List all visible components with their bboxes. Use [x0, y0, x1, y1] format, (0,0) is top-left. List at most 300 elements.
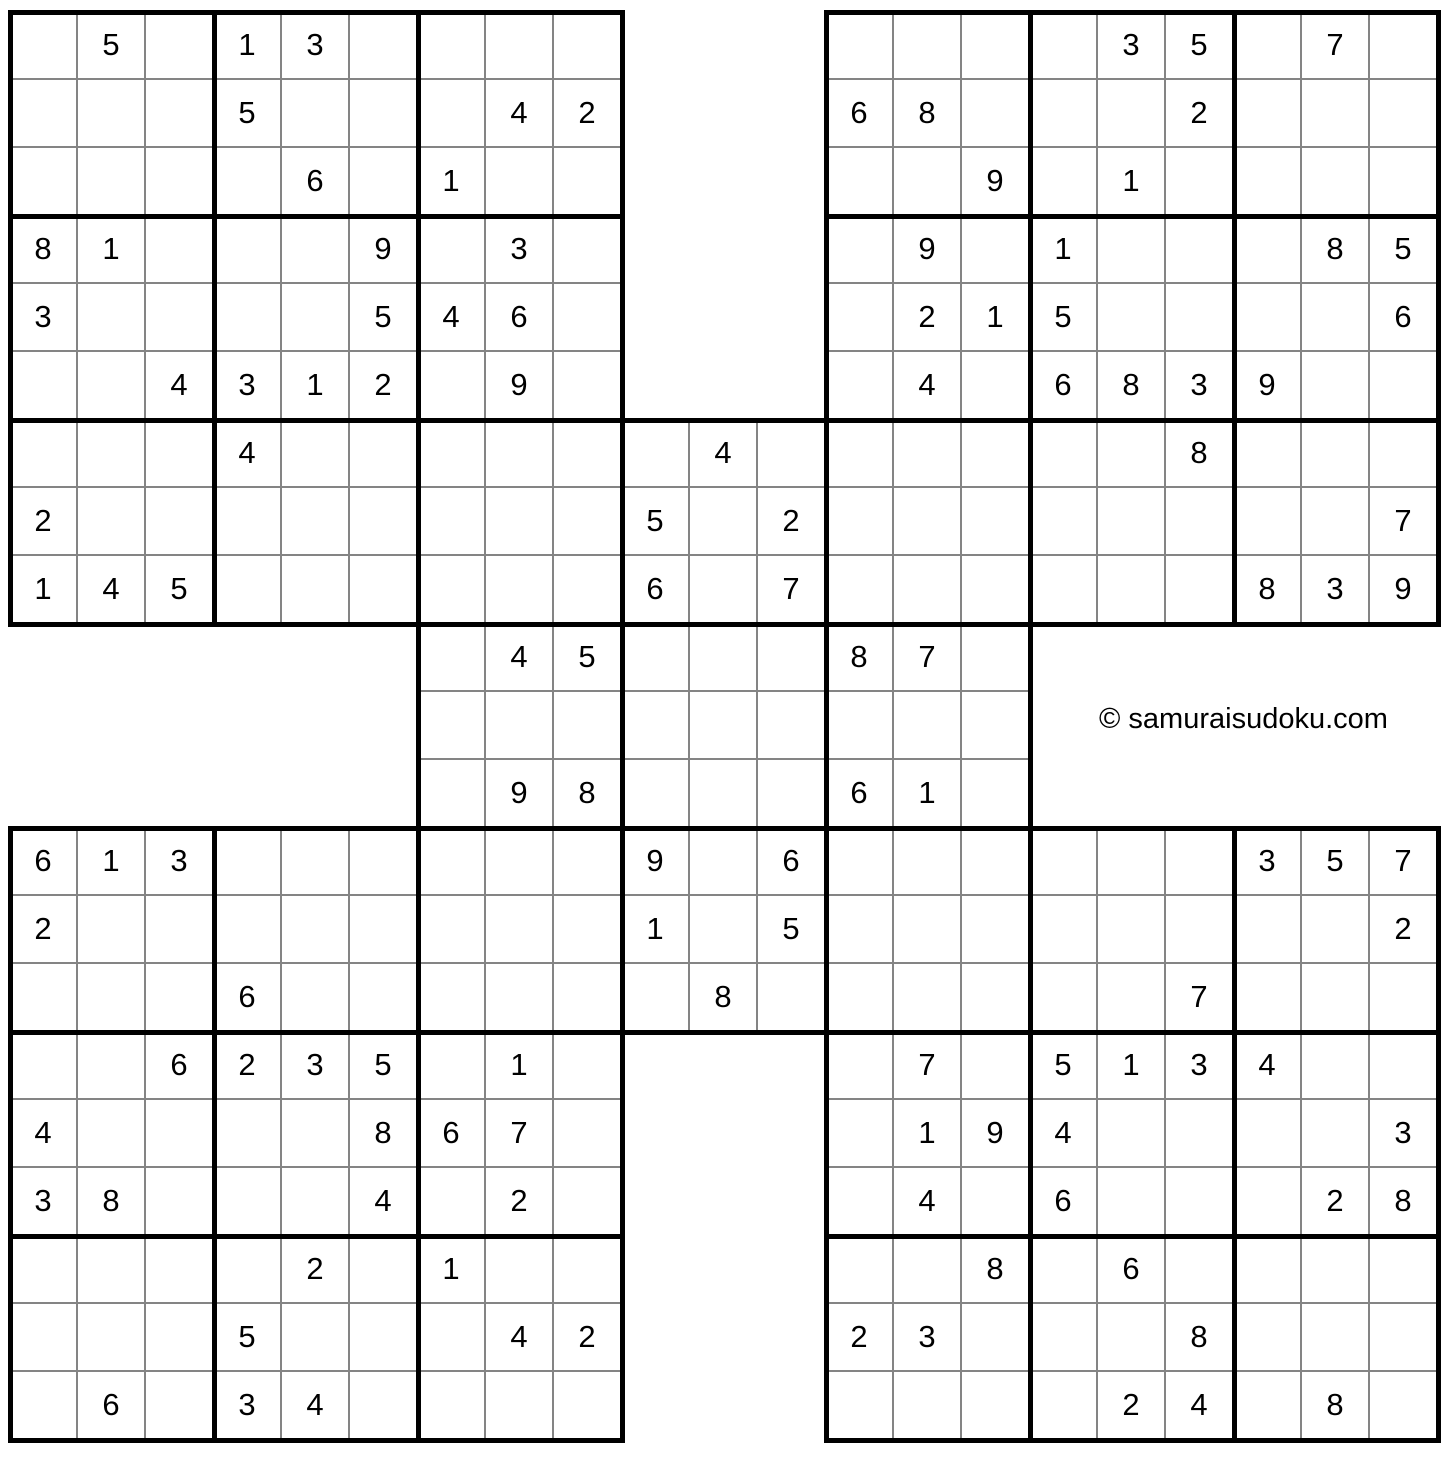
cell-top-left-r1c2[interactable]: 5 [78, 12, 146, 80]
cell-center-r3c4[interactable]: 6 [622, 556, 690, 624]
cell-bottom-left-r1c9[interactable] [554, 828, 622, 896]
cell-bottom-left-r3c7[interactable] [418, 964, 486, 1032]
cell-top-right-r1c4[interactable] [1030, 12, 1098, 80]
cell-bottom-right-r3c8[interactable] [1302, 964, 1370, 1032]
cell-bottom-right-r3c2[interactable] [894, 964, 962, 1032]
cell-bottom-left-r4c3[interactable]: 6 [146, 1032, 214, 1100]
cell-top-left-r4c6[interactable]: 9 [350, 216, 418, 284]
cell-top-right-r7c7[interactable] [1234, 420, 1302, 488]
cell-top-right-r3c6[interactable] [1166, 148, 1234, 216]
cell-top-right-r5c3[interactable]: 1 [962, 284, 1030, 352]
cell-bottom-right-r9c7[interactable] [1234, 1372, 1302, 1440]
cell-center-r5c7[interactable] [826, 692, 894, 760]
cell-top-left-r6c5[interactable]: 1 [282, 352, 350, 420]
cell-center-r5c5[interactable] [690, 692, 758, 760]
cell-bottom-left-r9c4[interactable]: 3 [214, 1372, 282, 1440]
cell-center-r1c6[interactable] [758, 420, 826, 488]
cell-center-r6c5[interactable] [690, 760, 758, 828]
cell-bottom-right-r1c9[interactable]: 7 [1370, 828, 1438, 896]
cell-bottom-left-r4c5[interactable]: 3 [282, 1032, 350, 1100]
cell-top-left-r2c6[interactable] [350, 80, 418, 148]
cell-bottom-left-r5c8[interactable]: 7 [486, 1100, 554, 1168]
cell-top-left-r9c8[interactable] [486, 556, 554, 624]
cell-top-right-r7c5[interactable] [1098, 420, 1166, 488]
cell-bottom-left-r5c3[interactable] [146, 1100, 214, 1168]
cell-bottom-left-r2c5[interactable] [282, 896, 350, 964]
cell-bottom-right-r9c3[interactable] [962, 1372, 1030, 1440]
cell-top-right-r9c4[interactable] [1030, 556, 1098, 624]
cell-top-left-r3c1[interactable] [10, 148, 78, 216]
cell-top-right-r8c7[interactable] [1234, 488, 1302, 556]
cell-top-left-r1c1[interactable] [10, 12, 78, 80]
cell-bottom-left-r5c9[interactable] [554, 1100, 622, 1168]
cell-center-r3c6[interactable]: 7 [758, 556, 826, 624]
cell-bottom-left-r1c4[interactable] [214, 828, 282, 896]
cell-center-r6c9[interactable] [962, 760, 1030, 828]
cell-bottom-left-r9c9[interactable] [554, 1372, 622, 1440]
cell-bottom-left-r5c6[interactable]: 8 [350, 1100, 418, 1168]
cell-bottom-left-r7c5[interactable]: 2 [282, 1236, 350, 1304]
cell-bottom-left-r2c3[interactable] [146, 896, 214, 964]
cell-center-r9c4[interactable] [622, 964, 690, 1032]
cell-center-r7c5[interactable] [690, 828, 758, 896]
cell-bottom-left-r2c9[interactable] [554, 896, 622, 964]
cell-bottom-right-r5c2[interactable]: 1 [894, 1100, 962, 1168]
cell-bottom-right-r8c9[interactable] [1370, 1304, 1438, 1372]
cell-bottom-left-r3c4[interactable]: 6 [214, 964, 282, 1032]
cell-top-right-r8c4[interactable] [1030, 488, 1098, 556]
cell-bottom-right-r8c7[interactable] [1234, 1304, 1302, 1372]
cell-bottom-left-r9c1[interactable] [10, 1372, 78, 1440]
cell-center-r6c8[interactable]: 1 [894, 760, 962, 828]
cell-bottom-right-r6c6[interactable] [1166, 1168, 1234, 1236]
cell-bottom-left-r4c9[interactable] [554, 1032, 622, 1100]
cell-center-r6c7[interactable]: 6 [826, 760, 894, 828]
cell-center-r4c2[interactable]: 4 [486, 624, 554, 692]
cell-bottom-right-r5c9[interactable]: 3 [1370, 1100, 1438, 1168]
cell-top-left-r3c5[interactable]: 6 [282, 148, 350, 216]
cell-center-r4c1[interactable] [418, 624, 486, 692]
cell-top-right-r2c4[interactable] [1030, 80, 1098, 148]
cell-bottom-left-r2c8[interactable] [486, 896, 554, 964]
cell-top-left-r1c9[interactable] [554, 12, 622, 80]
cell-top-right-r4c2[interactable]: 9 [894, 216, 962, 284]
cell-bottom-left-r3c9[interactable] [554, 964, 622, 1032]
cell-top-left-r2c4[interactable]: 5 [214, 80, 282, 148]
cell-bottom-right-r9c2[interactable] [894, 1372, 962, 1440]
cell-top-right-r2c3[interactable] [962, 80, 1030, 148]
cell-bottom-right-r8c6[interactable]: 8 [1166, 1304, 1234, 1372]
cell-top-right-r3c9[interactable] [1370, 148, 1438, 216]
cell-bottom-left-r6c4[interactable] [214, 1168, 282, 1236]
cell-center-r5c1[interactable] [418, 692, 486, 760]
cell-bottom-left-r4c2[interactable] [78, 1032, 146, 1100]
cell-top-left-r9c3[interactable]: 5 [146, 556, 214, 624]
cell-top-right-r6c8[interactable] [1302, 352, 1370, 420]
cell-top-left-r7c3[interactable] [146, 420, 214, 488]
cell-top-left-r7c8[interactable] [486, 420, 554, 488]
cell-top-right-r1c5[interactable]: 3 [1098, 12, 1166, 80]
cell-bottom-right-r1c4[interactable] [1030, 828, 1098, 896]
cell-bottom-right-r9c1[interactable] [826, 1372, 894, 1440]
cell-top-right-r6c6[interactable]: 3 [1166, 352, 1234, 420]
cell-center-r4c7[interactable]: 8 [826, 624, 894, 692]
cell-bottom-right-r9c4[interactable] [1030, 1372, 1098, 1440]
cell-bottom-left-r5c7[interactable]: 6 [418, 1100, 486, 1168]
cell-bottom-left-r3c1[interactable] [10, 964, 78, 1032]
cell-top-left-r6c8[interactable]: 9 [486, 352, 554, 420]
cell-bottom-right-r9c5[interactable]: 2 [1098, 1372, 1166, 1440]
cell-top-right-r5c8[interactable] [1302, 284, 1370, 352]
cell-bottom-left-r9c5[interactable]: 4 [282, 1372, 350, 1440]
cell-bottom-right-r7c7[interactable] [1234, 1236, 1302, 1304]
cell-center-r7c6[interactable]: 6 [758, 828, 826, 896]
cell-bottom-right-r7c2[interactable] [894, 1236, 962, 1304]
cell-bottom-right-r2c1[interactable] [826, 896, 894, 964]
cell-bottom-left-r1c8[interactable] [486, 828, 554, 896]
cell-bottom-right-r2c6[interactable] [1166, 896, 1234, 964]
cell-top-left-r7c9[interactable] [554, 420, 622, 488]
cell-bottom-right-r1c8[interactable]: 5 [1302, 828, 1370, 896]
cell-bottom-left-r8c9[interactable]: 2 [554, 1304, 622, 1372]
cell-top-right-r6c9[interactable] [1370, 352, 1438, 420]
cell-top-right-r1c2[interactable] [894, 12, 962, 80]
cell-bottom-left-r7c8[interactable] [486, 1236, 554, 1304]
cell-bottom-right-r1c2[interactable] [894, 828, 962, 896]
cell-bottom-left-r7c4[interactable] [214, 1236, 282, 1304]
cell-top-left-r5c7[interactable]: 4 [418, 284, 486, 352]
cell-top-right-r4c6[interactable] [1166, 216, 1234, 284]
cell-top-right-r6c5[interactable]: 8 [1098, 352, 1166, 420]
cell-top-left-r7c6[interactable] [350, 420, 418, 488]
cell-top-left-r6c4[interactable]: 3 [214, 352, 282, 420]
cell-top-left-r8c9[interactable] [554, 488, 622, 556]
cell-bottom-right-r1c1[interactable] [826, 828, 894, 896]
cell-center-r6c2[interactable]: 9 [486, 760, 554, 828]
cell-bottom-right-r5c7[interactable] [1234, 1100, 1302, 1168]
cell-center-r9c6[interactable] [758, 964, 826, 1032]
cell-bottom-right-r1c3[interactable] [962, 828, 1030, 896]
cell-bottom-right-r7c4[interactable] [1030, 1236, 1098, 1304]
cell-top-left-r6c9[interactable] [554, 352, 622, 420]
cell-top-right-r1c9[interactable] [1370, 12, 1438, 80]
cell-top-right-r3c7[interactable] [1234, 148, 1302, 216]
cell-top-left-r3c8[interactable] [486, 148, 554, 216]
cell-bottom-right-r4c5[interactable]: 1 [1098, 1032, 1166, 1100]
cell-center-r5c2[interactable] [486, 692, 554, 760]
cell-top-left-r9c2[interactable]: 4 [78, 556, 146, 624]
cell-bottom-left-r1c3[interactable]: 3 [146, 828, 214, 896]
cell-bottom-left-r4c7[interactable] [418, 1032, 486, 1100]
cell-top-right-r3c8[interactable] [1302, 148, 1370, 216]
cell-top-right-r3c2[interactable] [894, 148, 962, 216]
cell-bottom-left-r9c8[interactable] [486, 1372, 554, 1440]
cell-top-left-r8c1[interactable]: 2 [10, 488, 78, 556]
cell-top-left-r7c4[interactable]: 4 [214, 420, 282, 488]
cell-top-left-r9c4[interactable] [214, 556, 282, 624]
cell-bottom-left-r7c1[interactable] [10, 1236, 78, 1304]
cell-top-left-r6c7[interactable] [418, 352, 486, 420]
cell-top-left-r1c7[interactable] [418, 12, 486, 80]
cell-top-right-r4c7[interactable] [1234, 216, 1302, 284]
cell-center-r6c6[interactable] [758, 760, 826, 828]
cell-top-left-r2c2[interactable] [78, 80, 146, 148]
cell-top-right-r4c3[interactable] [962, 216, 1030, 284]
cell-center-r5c9[interactable] [962, 692, 1030, 760]
cell-top-left-r4c9[interactable] [554, 216, 622, 284]
cell-bottom-left-r5c4[interactable] [214, 1100, 282, 1168]
cell-top-left-r2c3[interactable] [146, 80, 214, 148]
cell-bottom-right-r8c3[interactable] [962, 1304, 1030, 1372]
cell-bottom-left-r4c4[interactable]: 2 [214, 1032, 282, 1100]
cell-top-left-r6c3[interactable]: 4 [146, 352, 214, 420]
cell-center-r4c5[interactable] [690, 624, 758, 692]
cell-top-left-r2c5[interactable] [282, 80, 350, 148]
cell-top-right-r8c6[interactable] [1166, 488, 1234, 556]
cell-bottom-left-r8c2[interactable] [78, 1304, 146, 1372]
cell-bottom-left-r2c7[interactable] [418, 896, 486, 964]
cell-bottom-left-r2c2[interactable] [78, 896, 146, 964]
cell-top-right-r9c6[interactable] [1166, 556, 1234, 624]
cell-bottom-left-r8c8[interactable]: 4 [486, 1304, 554, 1372]
cell-bottom-left-r7c7[interactable]: 1 [418, 1236, 486, 1304]
cell-top-right-r4c5[interactable] [1098, 216, 1166, 284]
cell-bottom-right-r9c8[interactable]: 8 [1302, 1372, 1370, 1440]
cell-bottom-right-r8c4[interactable] [1030, 1304, 1098, 1372]
cell-top-left-r6c6[interactable]: 2 [350, 352, 418, 420]
cell-bottom-left-r1c1[interactable]: 6 [10, 828, 78, 896]
cell-center-r2c6[interactable]: 2 [758, 488, 826, 556]
cell-top-right-r2c7[interactable] [1234, 80, 1302, 148]
cell-bottom-left-r3c3[interactable] [146, 964, 214, 1032]
cell-top-left-r5c1[interactable]: 3 [10, 284, 78, 352]
cell-bottom-right-r6c3[interactable] [962, 1168, 1030, 1236]
cell-top-right-r5c4[interactable]: 5 [1030, 284, 1098, 352]
cell-top-left-r4c1[interactable]: 8 [10, 216, 78, 284]
cell-bottom-right-r6c5[interactable] [1098, 1168, 1166, 1236]
cell-top-left-r9c9[interactable] [554, 556, 622, 624]
cell-bottom-left-r1c5[interactable] [282, 828, 350, 896]
cell-bottom-right-r2c4[interactable] [1030, 896, 1098, 964]
cell-top-left-r3c2[interactable] [78, 148, 146, 216]
cell-bottom-right-r3c1[interactable] [826, 964, 894, 1032]
cell-center-r8c4[interactable]: 1 [622, 896, 690, 964]
cell-top-right-r2c5[interactable] [1098, 80, 1166, 148]
cell-bottom-right-r2c2[interactable] [894, 896, 962, 964]
cell-bottom-right-r3c5[interactable] [1098, 964, 1166, 1032]
cell-top-right-r6c2[interactable]: 4 [894, 352, 962, 420]
cell-top-left-r4c3[interactable] [146, 216, 214, 284]
cell-top-left-r5c3[interactable] [146, 284, 214, 352]
cell-top-right-r8c8[interactable] [1302, 488, 1370, 556]
cell-center-r3c5[interactable] [690, 556, 758, 624]
cell-top-left-r3c9[interactable] [554, 148, 622, 216]
cell-bottom-left-r8c5[interactable] [282, 1304, 350, 1372]
cell-top-right-r4c1[interactable] [826, 216, 894, 284]
cell-top-right-r8c5[interactable] [1098, 488, 1166, 556]
cell-bottom-right-r1c6[interactable] [1166, 828, 1234, 896]
cell-top-left-r8c6[interactable] [350, 488, 418, 556]
cell-bottom-right-r1c7[interactable]: 3 [1234, 828, 1302, 896]
cell-center-r6c4[interactable] [622, 760, 690, 828]
cell-top-left-r7c5[interactable] [282, 420, 350, 488]
cell-bottom-left-r5c2[interactable] [78, 1100, 146, 1168]
cell-bottom-left-r2c4[interactable] [214, 896, 282, 964]
cell-center-r4c8[interactable]: 7 [894, 624, 962, 692]
cell-bottom-left-r6c6[interactable]: 4 [350, 1168, 418, 1236]
cell-top-left-r2c9[interactable]: 2 [554, 80, 622, 148]
cell-center-r1c4[interactable] [622, 420, 690, 488]
cell-top-right-r2c8[interactable] [1302, 80, 1370, 148]
cell-top-right-r9c7[interactable]: 8 [1234, 556, 1302, 624]
cell-center-r5c3[interactable] [554, 692, 622, 760]
cell-bottom-right-r9c6[interactable]: 4 [1166, 1372, 1234, 1440]
cell-bottom-left-r8c1[interactable] [10, 1304, 78, 1372]
cell-top-right-r7c6[interactable]: 8 [1166, 420, 1234, 488]
cell-center-r5c6[interactable] [758, 692, 826, 760]
cell-bottom-left-r8c6[interactable] [350, 1304, 418, 1372]
cell-top-right-r7c9[interactable] [1370, 420, 1438, 488]
cell-top-right-r2c2[interactable]: 8 [894, 80, 962, 148]
cell-bottom-left-r2c6[interactable] [350, 896, 418, 964]
cell-top-left-r6c2[interactable] [78, 352, 146, 420]
cell-top-right-r9c5[interactable] [1098, 556, 1166, 624]
cell-bottom-right-r6c7[interactable] [1234, 1168, 1302, 1236]
cell-bottom-right-r8c1[interactable]: 2 [826, 1304, 894, 1372]
cell-bottom-right-r4c3[interactable] [962, 1032, 1030, 1100]
cell-top-right-r7c1[interactable] [826, 420, 894, 488]
cell-top-right-r8c2[interactable] [894, 488, 962, 556]
cell-bottom-right-r5c5[interactable] [1098, 1100, 1166, 1168]
cell-top-right-r5c5[interactable] [1098, 284, 1166, 352]
cell-center-r1c5[interactable]: 4 [690, 420, 758, 488]
cell-top-left-r3c7[interactable]: 1 [418, 148, 486, 216]
cell-top-left-r5c9[interactable] [554, 284, 622, 352]
cell-bottom-right-r4c2[interactable]: 7 [894, 1032, 962, 1100]
cell-center-r2c4[interactable]: 5 [622, 488, 690, 556]
cell-bottom-left-r5c5[interactable] [282, 1100, 350, 1168]
cell-top-right-r1c7[interactable] [1234, 12, 1302, 80]
cell-bottom-left-r6c3[interactable] [146, 1168, 214, 1236]
cell-center-r4c6[interactable] [758, 624, 826, 692]
cell-center-r2c5[interactable] [690, 488, 758, 556]
cell-bottom-left-r3c2[interactable] [78, 964, 146, 1032]
cell-bottom-right-r2c9[interactable]: 2 [1370, 896, 1438, 964]
cell-bottom-right-r5c3[interactable]: 9 [962, 1100, 1030, 1168]
cell-top-right-r3c4[interactable] [1030, 148, 1098, 216]
cell-bottom-left-r3c5[interactable] [282, 964, 350, 1032]
cell-bottom-left-r7c6[interactable] [350, 1236, 418, 1304]
cell-top-left-r3c4[interactable] [214, 148, 282, 216]
cell-top-left-r2c7[interactable] [418, 80, 486, 148]
cell-bottom-right-r4c8[interactable] [1302, 1032, 1370, 1100]
cell-bottom-left-r6c5[interactable] [282, 1168, 350, 1236]
cell-top-left-r5c5[interactable] [282, 284, 350, 352]
cell-top-right-r3c3[interactable]: 9 [962, 148, 1030, 216]
cell-top-right-r1c1[interactable] [826, 12, 894, 80]
cell-top-left-r9c1[interactable]: 1 [10, 556, 78, 624]
cell-bottom-right-r8c2[interactable]: 3 [894, 1304, 962, 1372]
cell-bottom-right-r1c5[interactable] [1098, 828, 1166, 896]
cell-bottom-right-r6c8[interactable]: 2 [1302, 1168, 1370, 1236]
cell-center-r4c3[interactable]: 5 [554, 624, 622, 692]
cell-bottom-right-r3c6[interactable]: 7 [1166, 964, 1234, 1032]
cell-bottom-left-r9c6[interactable] [350, 1372, 418, 1440]
cell-bottom-right-r2c7[interactable] [1234, 896, 1302, 964]
cell-center-r8c5[interactable] [690, 896, 758, 964]
cell-bottom-left-r8c7[interactable] [418, 1304, 486, 1372]
cell-top-left-r9c5[interactable] [282, 556, 350, 624]
cell-bottom-left-r4c8[interactable]: 1 [486, 1032, 554, 1100]
cell-top-left-r8c4[interactable] [214, 488, 282, 556]
cell-bottom-left-r6c8[interactable]: 2 [486, 1168, 554, 1236]
cell-top-left-r4c4[interactable] [214, 216, 282, 284]
cell-bottom-right-r4c7[interactable]: 4 [1234, 1032, 1302, 1100]
cell-bottom-right-r4c4[interactable]: 5 [1030, 1032, 1098, 1100]
cell-bottom-left-r9c7[interactable] [418, 1372, 486, 1440]
cell-bottom-right-r2c5[interactable] [1098, 896, 1166, 964]
cell-bottom-right-r3c9[interactable] [1370, 964, 1438, 1032]
cell-bottom-left-r8c3[interactable] [146, 1304, 214, 1372]
cell-bottom-right-r4c1[interactable] [826, 1032, 894, 1100]
cell-top-left-r2c1[interactable] [10, 80, 78, 148]
cell-top-left-r3c6[interactable] [350, 148, 418, 216]
cell-top-left-r8c8[interactable] [486, 488, 554, 556]
cell-top-left-r3c3[interactable] [146, 148, 214, 216]
cell-bottom-left-r1c2[interactable]: 1 [78, 828, 146, 896]
cell-bottom-left-r6c7[interactable] [418, 1168, 486, 1236]
cell-top-right-r5c9[interactable]: 6 [1370, 284, 1438, 352]
cell-top-left-r4c5[interactable] [282, 216, 350, 284]
cell-top-left-r4c2[interactable]: 1 [78, 216, 146, 284]
cell-top-right-r7c3[interactable] [962, 420, 1030, 488]
cell-bottom-left-r7c9[interactable] [554, 1236, 622, 1304]
cell-bottom-left-r5c1[interactable]: 4 [10, 1100, 78, 1168]
cell-bottom-right-r8c5[interactable] [1098, 1304, 1166, 1372]
cell-bottom-right-r4c6[interactable]: 3 [1166, 1032, 1234, 1100]
cell-top-left-r5c2[interactable] [78, 284, 146, 352]
cell-top-right-r8c3[interactable] [962, 488, 1030, 556]
cell-top-right-r8c1[interactable] [826, 488, 894, 556]
cell-center-r4c9[interactable] [962, 624, 1030, 692]
cell-bottom-right-r5c1[interactable] [826, 1100, 894, 1168]
cell-center-r9c5[interactable]: 8 [690, 964, 758, 1032]
cell-top-right-r8c9[interactable]: 7 [1370, 488, 1438, 556]
cell-bottom-right-r6c9[interactable]: 8 [1370, 1168, 1438, 1236]
cell-top-left-r1c3[interactable] [146, 12, 214, 80]
cell-bottom-left-r3c6[interactable] [350, 964, 418, 1032]
cell-top-right-r7c8[interactable] [1302, 420, 1370, 488]
cell-bottom-left-r1c6[interactable] [350, 828, 418, 896]
cell-top-left-r9c7[interactable] [418, 556, 486, 624]
cell-bottom-right-r6c4[interactable]: 6 [1030, 1168, 1098, 1236]
cell-bottom-left-r6c9[interactable] [554, 1168, 622, 1236]
cell-top-left-r5c6[interactable]: 5 [350, 284, 418, 352]
cell-center-r4c4[interactable] [622, 624, 690, 692]
cell-bottom-left-r7c3[interactable] [146, 1236, 214, 1304]
cell-bottom-right-r2c3[interactable] [962, 896, 1030, 964]
cell-top-left-r6c1[interactable] [10, 352, 78, 420]
cell-bottom-left-r3c8[interactable] [486, 964, 554, 1032]
cell-top-right-r9c2[interactable] [894, 556, 962, 624]
cell-bottom-right-r2c8[interactable] [1302, 896, 1370, 964]
cell-bottom-left-r7c2[interactable] [78, 1236, 146, 1304]
cell-center-r7c4[interactable]: 9 [622, 828, 690, 896]
cell-top-right-r1c3[interactable] [962, 12, 1030, 80]
cell-top-right-r5c6[interactable] [1166, 284, 1234, 352]
cell-center-r8c6[interactable]: 5 [758, 896, 826, 964]
cell-top-right-r5c1[interactable] [826, 284, 894, 352]
